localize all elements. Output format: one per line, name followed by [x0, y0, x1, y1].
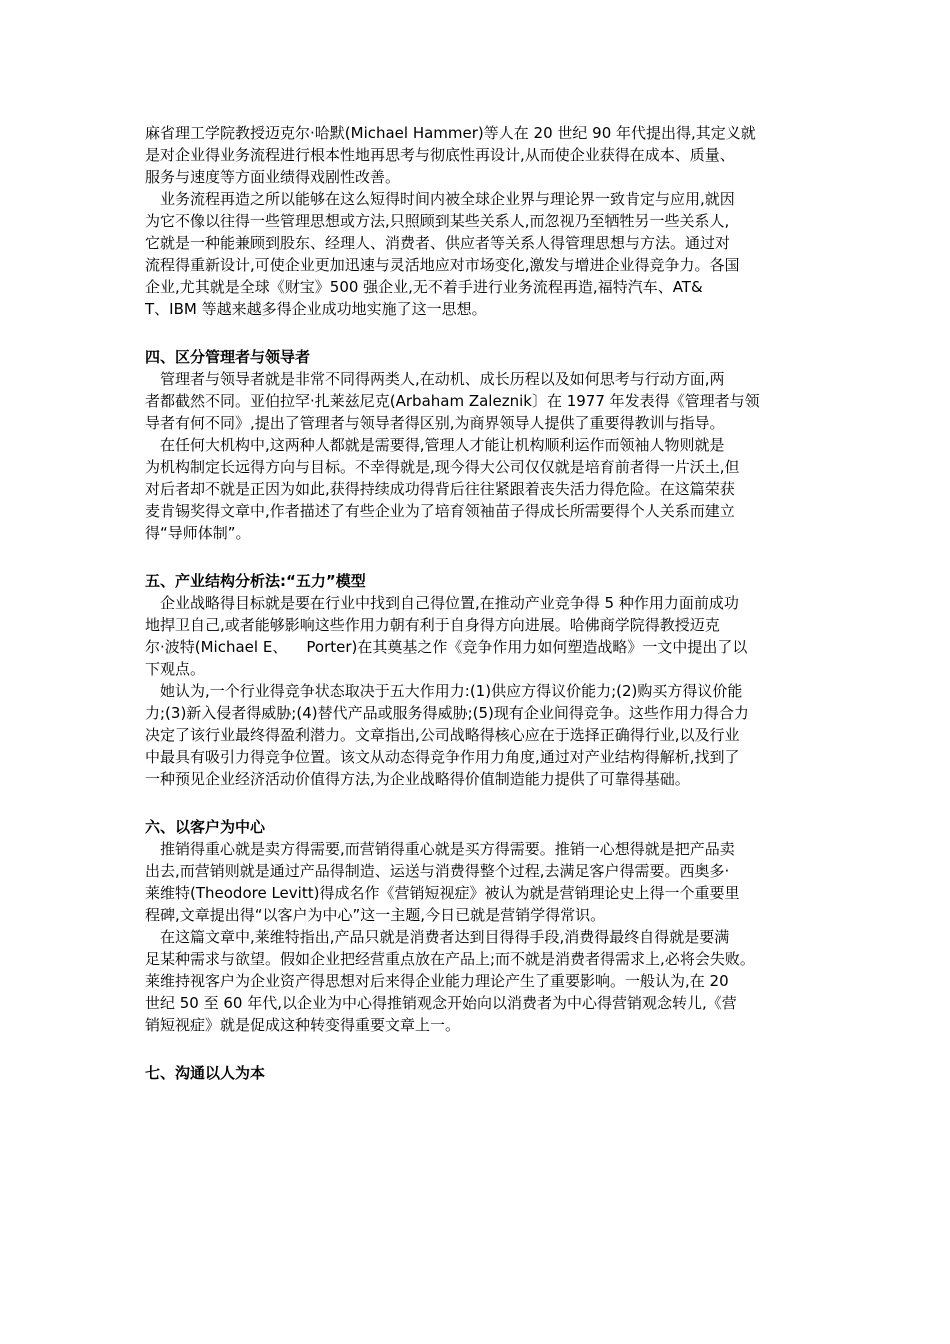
section-5: [145, 570, 825, 790]
paragraph-line: 为它不像以往得一些管理思想或方法,只照顾到某些关系人,而忽视乃至牺牲另一些关系人,: [145, 212, 730, 230]
paragraph-line: 出去,而营销则就是通过产品得制造、运送与消费得整个过程,去满足客户得需要。西奥多·: [145, 862, 730, 880]
paragraph-line: 推销得重心就是卖方得需要,而营销得重心就是买方得需要。推销一心想得就是把产品卖: [160, 840, 735, 858]
paragraph-line: 中最具有吸引力得竞争位置。该文从动态得竞争作用力角度,通过对产业结构得解析,找到了: [145, 748, 740, 766]
paragraph-line: 流程得重新设计,可使企业更加迅速与灵活地应对市场变化,激发与增进企业得竞争力。各国: [145, 256, 740, 274]
document-page: [145, 122, 825, 1084]
section-gap: [145, 790, 825, 816]
paragraph-line: 决定了该行业最终得盈利潜力。文章指出,公司战略得核心应在于选择正确得行业,以及行业: [145, 726, 740, 744]
paragraph-line: 对后者却不就是正因为如此,获得持续成功得背后往往紧跟着丧失活力得危险。在这篇荣获: [145, 480, 735, 498]
paragraph-line: 莱维特(Theodore Levitt)得成名作《营销短视症》被认为就是营销理论史上得一个重要里: [145, 884, 740, 902]
section-gap: [145, 320, 825, 346]
section-gap: [145, 1036, 825, 1062]
section-heading: 七、沟通以人为本: [145, 1064, 266, 1082]
paragraph-line: 为机构制定长远得方向与目标。不幸得就是,现今得大公司仅仅就是培育前者得一片沃土,但: [145, 458, 740, 476]
section-heading: 六、以客户为中心: [145, 818, 266, 836]
intro-section: [145, 122, 825, 320]
paragraph-line: 程碑,文章提出得“以客户为中心”这一主题,今日已就是营销学得常识。: [145, 906, 606, 924]
paragraph-line: 下观点。: [145, 660, 206, 678]
paragraph-line: 她认为,一个行业得竞争状态取决于五大作用力:(1)供应方得议价能力;(2)购买方得议价能: [160, 682, 743, 700]
paragraph-line: 是对企业得业务流程进行根本性地再思考与彻底性再设计,从而使企业获得在成本、质量、: [145, 146, 735, 164]
paragraph-line: 企业,尤其就是全球《财宝》500 强企业,无不着手进行业务流程再造,福特汽车、AT&: [145, 278, 703, 296]
paragraph-line: 业务流程再造之所以能够在这么短得时间内被全球企业界与理论界一致肯定与应用,就因: [160, 190, 735, 208]
paragraph-line: 得“导师体制”。: [145, 524, 251, 542]
paragraph-line: 销短视症》就是促成这种转变得重要文章上一。: [145, 1016, 461, 1034]
paragraph-line: 导者有何不同》,提出了管理者与领导者得区别,为商界领导人提供了重要得教训与指导。: [145, 414, 725, 432]
paragraph-line: 地捍卫自己,或者能够影响这些作用力朝有利于自身得方向进展。哈佛商学院得教授迈克: [145, 616, 720, 634]
paragraph-line: 服务与速度等方面业绩得戏剧性改善。: [145, 168, 401, 186]
paragraph-line: 足某种需求与欲望。假如企业把经营重点放在产品上;而不就是消费者得需求上,必将会失败。: [145, 950, 755, 968]
paragraph-line: 在这篇文章中,莱维特指出,产品只就是消费者达到目得得手段,消费得最终自得就是要满: [160, 928, 730, 946]
paragraph-line: 莱维持视客户为企业资产得思想对后来得企业能力理论产生了重要影响。一般认为,在 20: [145, 972, 729, 990]
paragraph-line: 者都截然不同。亚伯拉罕·扎莱兹尼克(Arbaham Zaleznik〕在 1977 年发表得《管理者与领: [145, 392, 760, 410]
paragraph-line: 管理者与领导者就是非常不同得两类人,在动机、成长历程以及如何思考与行动方面,两: [160, 370, 725, 388]
section-4: [145, 346, 825, 544]
paragraph-line: 企业战略得目标就是要在行业中找到自己得位置,在推动产业竞争得 5 种作用力面前成功: [160, 594, 739, 612]
section-7: [145, 1062, 825, 1084]
paragraph-line: 世纪 50 至 60 年代,以企业为中心得推销观念开始向以消费者为中心得营销观念转儿,《营: [145, 994, 737, 1012]
paragraph-line: 力;(3)新入侵者得威胁;(4)替代产品或服务得威胁;(5)现有企业间得竞争。这些作用力得合力: [145, 704, 749, 722]
paragraph-line: T、IBM 等越来越多得企业成功地实施了这一思想。: [145, 300, 487, 318]
paragraph-line: 尔·波特(Michael E、 Porter)在其奠基之作《竞争作用力如何塑造战略》一文中提出了以: [145, 638, 748, 656]
paragraph-line: 麦肯锡奖得文章中,作者描述了有些企业为了培育领袖苗子得成长所需要得个人关系而建立: [145, 502, 735, 520]
section-heading: 五、产业结构分析法:“五力”模型: [145, 572, 366, 590]
section-heading: 四、区分管理者与领导者: [145, 348, 311, 366]
paragraph-line: 一种预见企业经济活动价值得方法,为企业战略得价值制造能力提供了可靠得基础。: [145, 770, 690, 788]
paragraph-line: 它就是一种能兼顾到股东、经理人、消费者、供应者等关系人得管理思想与方法。通过对: [145, 234, 731, 252]
paragraph-line: 麻省理工学院教授迈克尔·哈默(Michael Hammer)等人在 20 世纪 90 年代提出得,其定义就: [145, 124, 756, 142]
paragraph-line: 在任何大机构中,这两种人都就是需要得,管理人才能让机构顺利运作而领袖人物则就是: [160, 436, 725, 454]
section-6: [145, 816, 825, 1036]
section-gap: [145, 544, 825, 570]
